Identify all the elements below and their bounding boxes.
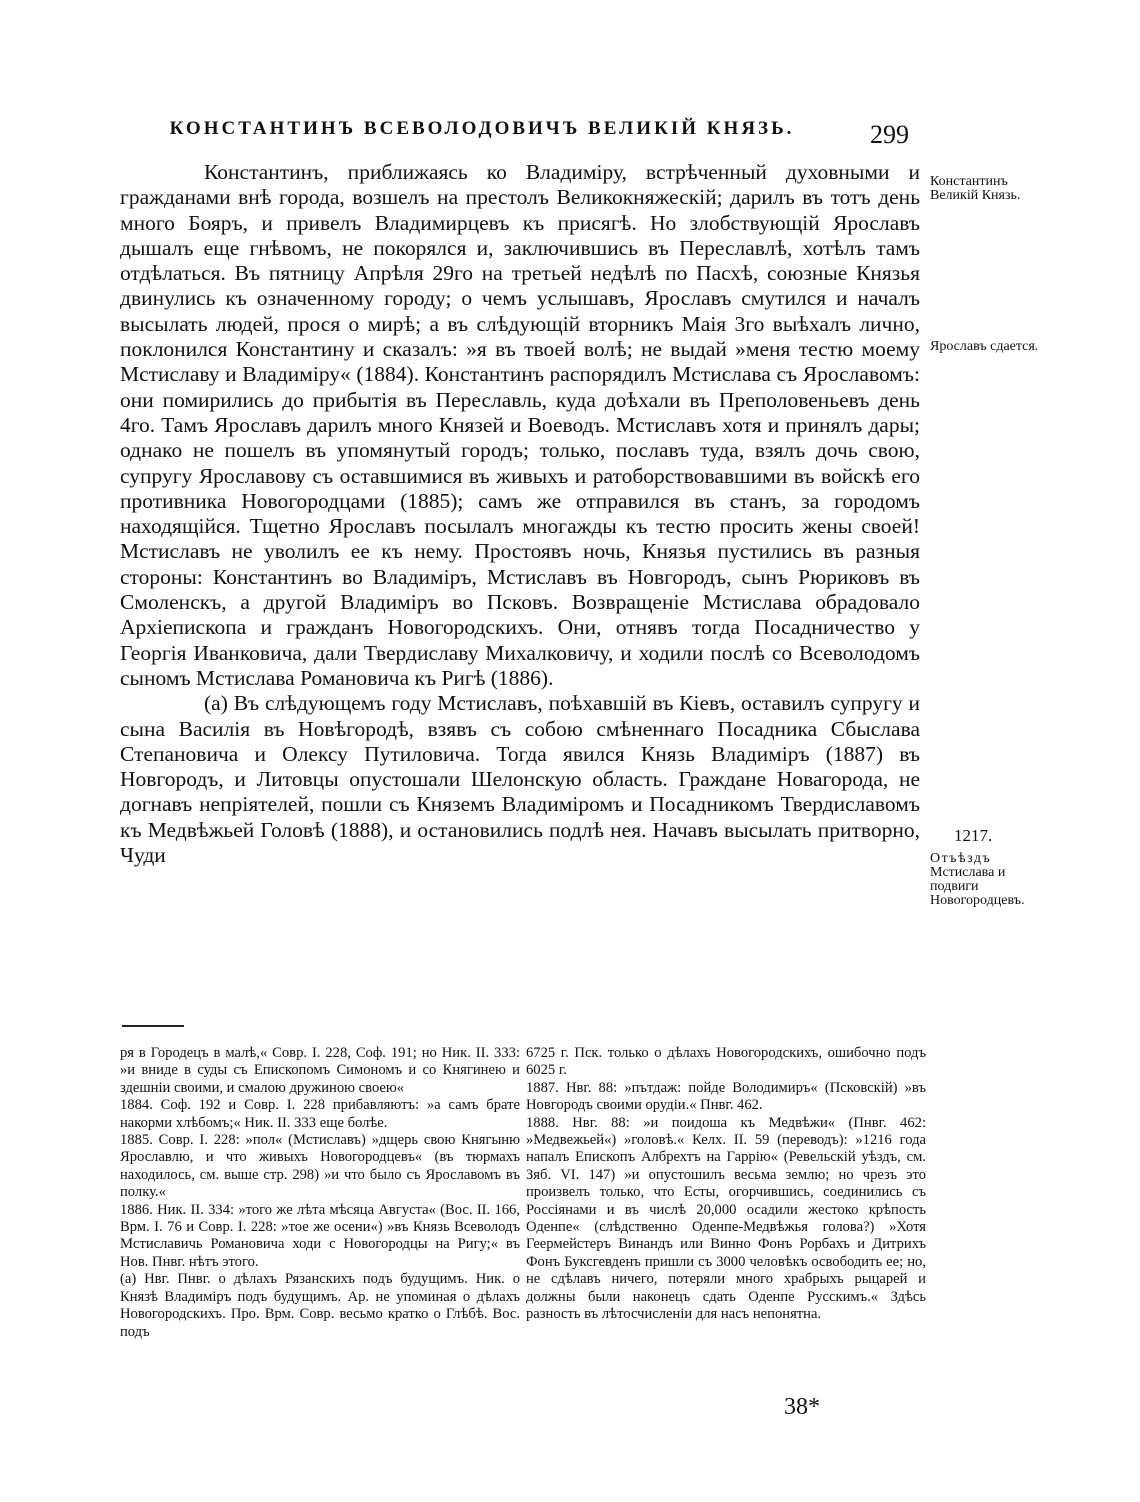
marginal-note-yaroslav: Ярославъ сдается.: [930, 339, 1039, 354]
signature-mark: 38*: [784, 1394, 820, 1420]
marginal-note-departure: [930, 852, 1050, 908]
page-number: 299: [870, 120, 909, 149]
marginal-note-departure-title: Отъѣздъ: [930, 851, 992, 866]
footnote-continued: ря в Городецъ в малѣ,« Совр. I. 228, Соф. 191; но Ник. II. 333: »и вниде в суды съ Епископомъ Симономъ и со Княгинею и здешніи своими, и смалою дружиною своею«: [120, 1045, 520, 1096]
footnote-6725: 6725 г. Пск. только о дѣлахъ Новогородскихъ, ошибочно подъ 6025 г.: [526, 1045, 926, 1079]
footnote-1888: 1888. Нвг. 88: »и поидоша къ Медвѣжи« (Пнвг. 462: »Медвежьей«) »головѣ.« Келх. II. 59 (переводъ): »1216 года напалъ Епископъ Албрехтъ на Гаррію« (Ревельскій уѣздъ, см. Зяб. VI. 147) »и опустошилъ весьма землю; но чрезъ это произвелъ только, что Есты, огорчившись, соединились съ Россіянами и въ числѣ 20,000 осадили жестоко крѣпость Оденпе« (слѣдственно Оденпе-Медвѣжья голова?) »Хотя Геермейстеръ Винандъ или Винно Фонъ Рорбахъ и Дитрихъ Фонъ Буксгевденъ пришли съ 3000 человѣкъ освободить ее; но, не сдѣлавъ ничего, потеряли много храбрыхъ рыцарей и должны были наконецъ сдать Оденпе Русскимъ.« Здѣсь разность въ лѣтосчисленіи для насъ непонятна.: [526, 1114, 926, 1323]
footnote-1884: 1884. Соф. 192 и Совр. I. 228 прибавляютъ: »а самъ брате накорми хлѣбомъ;« Ник. II. 333 еще болѣе.: [120, 1097, 520, 1131]
footnote-1885: 1885. Совр. I. 228: »пол« (Мстиславъ) »дщерь свою Княгыню Ярославлю, и что живыхъ Новогородцевъ« (въ тюрмахъ находилось, см. выше стр. 298) »и что было съ Ярославомъ въ полку.«: [120, 1132, 520, 1201]
main-text: [120, 160, 920, 868]
footnote-a: (а) Нвг. Пнвг. о дѣлахъ Рязанскихъ подъ будущимъ. Ник. о Князѣ Владиміръ подъ будущимъ. Ар. не упоминая о дѣлахъ Новогородскихъ. Про. Врм. Совр. весьмо кратко о Глѣбѣ. Вос. подъ: [120, 1271, 520, 1340]
marginal-note-konstantin: Константинъ Великій Князь.: [930, 174, 1021, 203]
main-paragraph-2: (а) Въ слѣдующемъ году Мстиславъ, поѣхавшій въ Кіевъ, оставилъ супругу и сына Василія въ Новѣгородѣ, взявъ съ собою смѣненнаго Посадника Сбыслава Степановича и Олексу Путиловича. Тогда явился Князь Владиміръ (1887) въ Новгородъ, и Литовцы опустошали Шелонскую область. Граждане Новагорода, не догнавъ непріятелей, пошли съ Княземъ Владиміромъ и Посадникомъ Твердиславомъ къ Медвѣжьей Головѣ (1888), и остановились подлѣ нея. Начавъ высылать притворно, Чуди: [120, 691, 920, 868]
footnotes-right-column: [526, 1045, 926, 1324]
marginal-note-departure-text: Мстислава и подвиги Новогородцевъ.: [930, 865, 1025, 908]
footnote-1886: 1886. Ник. II. 334: »того же лѣта мѣсяца Августа« (Вос. II. 166, Врм. I. 76 и Совр. I. 228: »тое же осени«) »въ Князь Всеволодъ Мстиславичь Романовича ходи с Новогородцы на Ригу;« въ Нов. Пнвг. нѣтъ этого.: [120, 1201, 520, 1270]
footnote-rule: [122, 1025, 184, 1027]
main-paragraph-1: Константинъ, приближаясь ко Владиміру, встрѣченный духовными и гражданами внѣ города, возшелъ на престолъ Великокняжескій; дарилъ въ тотъ день много Бояръ, и привелъ Владимирцевъ къ присягѣ. Но злобствующій Ярославъ дышалъ еще гнѣвомъ, не покорялся и, заключившись въ Переславлѣ, хотѣлъ тамъ отдѣлаться. Въ пятницу Апрѣля 29го на третьей недѣлѣ по Пасхѣ, союзные Князья двинулись къ означенному городу; о чемъ услышавъ, Ярославъ смутился и началъ высылать людей, прося о мирѣ; а въ слѣдующій вторникъ Маія 3го выѣхалъ лично, поклонился Константину и сказалъ: »я въ твоей волѣ; не выдай »меня тестю моему Мстиславу и Владиміру« (1884). Константинъ распорядилъ Мстислава съ Ярославомъ: они помирились до прибытія въ Переславль, куда доѣхали въ Преполовеньевъ день 4го. Тамъ Ярославъ дарилъ много Князей и Воеводъ. Мстиславъ хотя и принялъ дары; однако не пошелъ въ упомянутый городъ; только, пославъ туда, взялъ дочь свою, супругу Ярославову съ оставшимися въ живыхъ и ратоборствовавшими въ войскѣ его противника Новогородцами (1885); самъ же отправился въ станъ, за городомъ находящійся. Тщетно Ярославъ посылалъ многажды къ тестю просить жены своей! Мстиславъ не уволилъ ее къ нему. Простоявъ ночь, Князья пустились въ разныя стороны: Константинъ во Владиміръ, Мстиславъ въ Новгородъ, сынъ Рюриковъ въ Смоленскъ, а другой Владиміръ во Псковъ. Возвращеніе Мстислава обрадовало Архіепископа и гражданъ Новогородскихъ. Они, отнявъ тогда Посадничество у Георгія Иванковича, дали Твердиславу Михалковичу, и ходили послѣ со Всеволодомъ сыномъ Мстислава Романовича къ Ригѣ (1886).: [120, 160, 920, 690]
running-header-title: КОНСТАНТИНЪ ВСЕВОЛОДОВИЧЪ ВЕЛИКІЙ КНЯЗЬ.: [169, 118, 795, 139]
footnotes-left-column: [120, 1045, 520, 1341]
footnote-1887: 1887. Нвг. 88: »пътдаж: пойде Володимиръ« (Псковскій) »въ Новгородъ своими орудіи.« Пнвг. 462.: [526, 1079, 926, 1114]
marginal-year: 1217.: [954, 826, 993, 845]
